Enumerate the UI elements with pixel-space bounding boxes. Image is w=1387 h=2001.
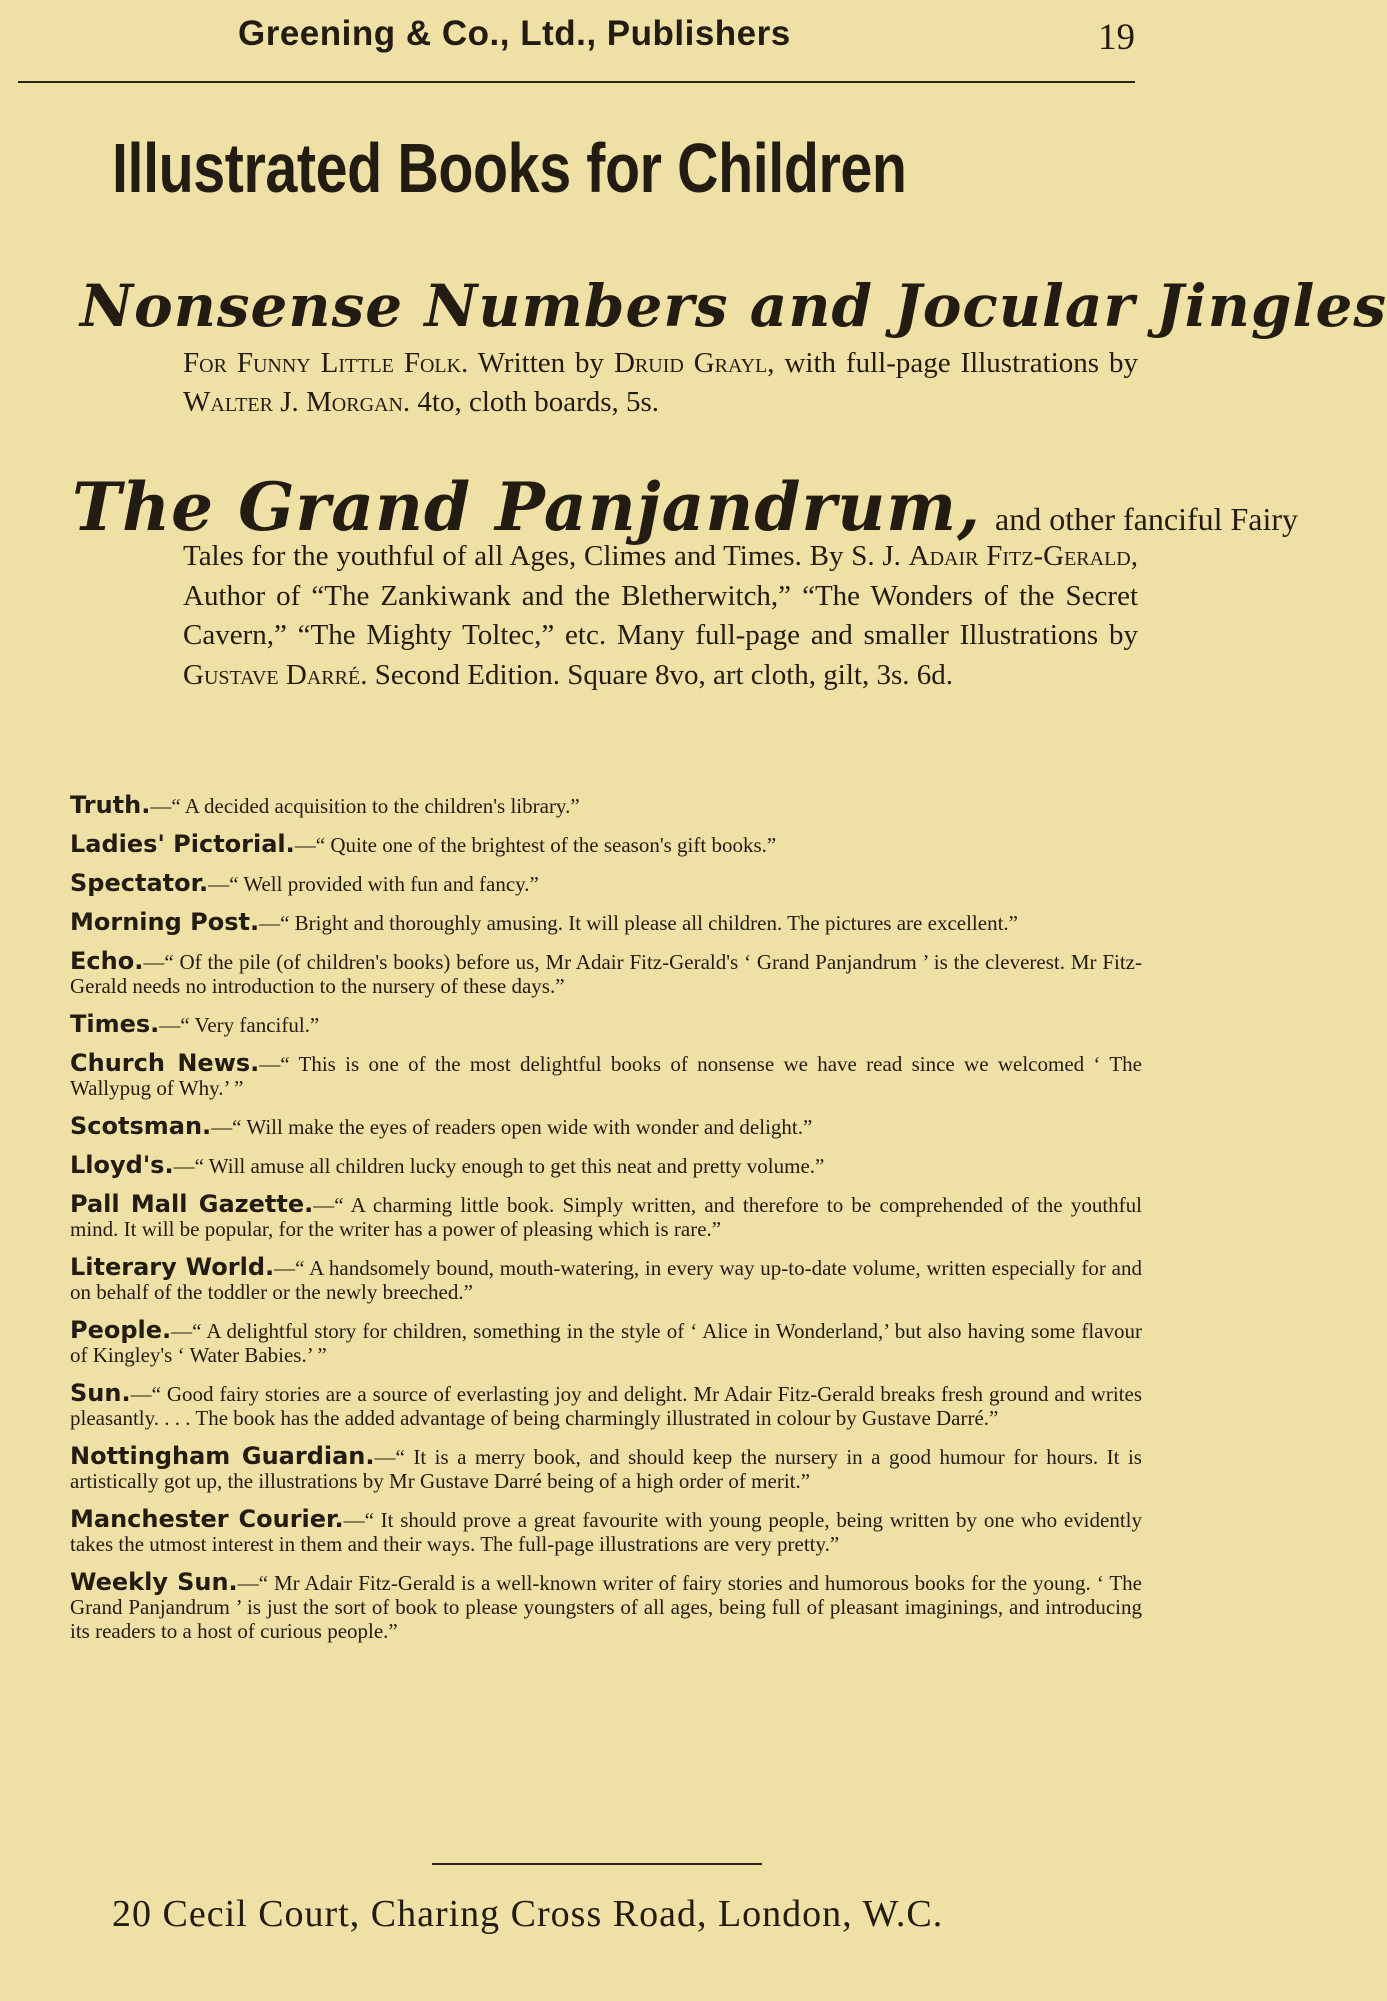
- book-title-continuation: and other fanciful Fairy: [995, 501, 1299, 537]
- review-source: Scotsman.: [70, 1112, 212, 1140]
- review-source: Nottingham Guardian.: [70, 1442, 375, 1470]
- review-item: [70, 910, 1142, 935]
- bottom-rule: [432, 1863, 762, 1865]
- review-item: [70, 1444, 1142, 1493]
- review-source: Ladies' Pictorial.: [70, 830, 295, 858]
- review-source: Echo.: [70, 947, 144, 975]
- page-title: Illustrated Books for Children: [112, 129, 907, 207]
- review-source: Weekly Sun.: [70, 1568, 238, 1596]
- review-quote: —“ Will make the eyes of readers open wide with wonder and delight.”: [211, 1115, 813, 1139]
- book-description-grand-panjandrum: [183, 537, 1138, 695]
- book-heading-grand-panjandrum: [72, 468, 1298, 546]
- review-quote: —“ A delightful story for children, something in the style of ‘ Alice in Wonderland,’ but also having some flavour of Kingley's ‘ Water Babies.’ ”: [70, 1319, 1142, 1367]
- desc-segment: For Funny Little Folk.: [183, 347, 469, 379]
- review-item: [70, 1051, 1142, 1100]
- review-quote: —“ This is one of the most delightful books of nonsense we have read since we welcomed ‘ The Wallypug of Why.’ ”: [70, 1052, 1142, 1100]
- review-source: Lloyd's.: [70, 1151, 174, 1179]
- review-item: [70, 1507, 1142, 1556]
- review-item: [70, 1381, 1142, 1430]
- illustrator-name: Walter J. Morgan: [183, 386, 403, 418]
- review-item: [70, 1153, 1142, 1178]
- desc-segment: . 4to, cloth boards, 5s.: [402, 386, 660, 418]
- review-quote: —“ Very fanciful.”: [159, 1013, 320, 1037]
- review-item: [70, 871, 1142, 896]
- review-quote: —“ Quite one of the brightest of the season's gift books.”: [294, 833, 777, 857]
- publisher-header: Greening & Co., Ltd., Publishers: [238, 14, 791, 53]
- page-number: 19: [1098, 17, 1135, 58]
- top-rule: [18, 81, 1135, 83]
- desc-segment: . Second Edition. Square 8vo, art cloth, gilt, 3s. 6d.: [360, 658, 954, 691]
- illustrator-name: Gustave Darré: [183, 658, 361, 691]
- review-source: Literary World.: [70, 1253, 275, 1281]
- review-quote: —“ Good fairy stories are a source of everlasting joy and delight. Mr Adair Fitz-Gerald breaks fresh ground and writes pleasantly. . . . The book has the added advantage of being charmingly illustrated in colour by Gustave Darré.”: [70, 1382, 1142, 1430]
- review-item: [70, 949, 1142, 998]
- review-quote: —“ Will amuse all children lucky enough to get this neat and pretty volume.”: [173, 1154, 825, 1178]
- book-title-grand-panjandrum: The Grand Panjandrum,: [72, 468, 982, 546]
- review-source: Truth.: [70, 791, 151, 819]
- review-quote: —“ A handsomely bound, mouth-watering, in every way up-to-date volume, written especially for and on behalf of the toddler or the newly breeched.”: [70, 1256, 1142, 1304]
- review-quote: —“ Of the pile (of children's books) before us, Mr Adair Fitz-Gerald's ‘ Grand Panjandrum ’ is the cleverest. Mr Fitz-Gerald needs no introduction to the nursery of these days.”: [70, 950, 1142, 998]
- book-title-nonsense-numbers: Nonsense Numbers and Jocular Jingles: [80, 272, 1387, 340]
- review-source: Morning Post.: [70, 908, 260, 936]
- review-quote: —“ A decided acquisition to the children's library.”: [150, 794, 580, 818]
- desc-segment: , with full-page Illustrations by: [767, 347, 1138, 379]
- author-name: Adair Fitz-Gerald: [908, 540, 1131, 572]
- review-item: [70, 1114, 1142, 1139]
- review-item: [70, 1012, 1142, 1037]
- review-source: Times.: [70, 1010, 160, 1038]
- press-reviews: [70, 793, 1142, 1657]
- review-source: Spectator.: [70, 869, 209, 897]
- review-source: Church News.: [70, 1049, 260, 1077]
- review-quote: —“ Bright and thoroughly amusing. It will please all children. The pictures are excellent.”: [259, 911, 1018, 935]
- review-quote: —“ Mr Adair Fitz-Gerald is a well-known writer of fairy stories and humorous books for the young. ‘ The Grand Panjandrum ’ is just the sort of book to please youngsters of all ages, being full of pleasant imaginings, and introducing its readers to a host of curious people.”: [70, 1571, 1142, 1643]
- review-item: [70, 1318, 1142, 1367]
- review-item: [70, 1255, 1142, 1304]
- review-quote: —“ A charming little book. Simply written, and therefore to be comprehended of the youthful mind. It will be popular, for the writer has a power of pleasing which is rare.”: [70, 1193, 1142, 1241]
- author-name: Druid Grayl: [613, 347, 768, 379]
- review-item: [70, 1570, 1142, 1643]
- review-source: Manchester Courier.: [70, 1505, 344, 1533]
- review-source: People.: [70, 1316, 172, 1344]
- review-item: [70, 793, 1142, 818]
- review-item: [70, 1192, 1142, 1241]
- desc-segment: Written by: [468, 347, 614, 379]
- review-quote: —“ Well provided with fun and fancy.”: [208, 872, 539, 896]
- review-quote: —“ It should prove a great favourite with young people, being written by one who evidently takes the utmost interest in them and their ways. The full-page illustrations are very pretty.”: [70, 1508, 1142, 1556]
- review-quote: —“ It is a merry book, and should keep the nursery in a good humour for hours. It is artistically got up, the illustrations by Mr Gustave Darré being of a high order of merit.”: [70, 1445, 1142, 1493]
- review-item: [70, 832, 1142, 857]
- review-source: Sun.: [70, 1379, 131, 1407]
- running-head: [18, 8, 1135, 68]
- desc-segment: , Author of “The Zankiwank and the Bletherwitch,” “The Wonders of the Secret Cavern,” “The Mighty Toltec,” etc. Many full-page and smaller Illustrations by: [183, 540, 1139, 651]
- book-description-nonsense-numbers: [183, 344, 1138, 422]
- publisher-address: 20 Cecil Court, Charing Cross Road, London, W.C.: [112, 1893, 944, 1935]
- review-source: Pall Mall Gazette.: [70, 1190, 314, 1218]
- desc-segment: Tales for the youthful of all Ages, Climes and Times. By S. J.: [183, 540, 909, 572]
